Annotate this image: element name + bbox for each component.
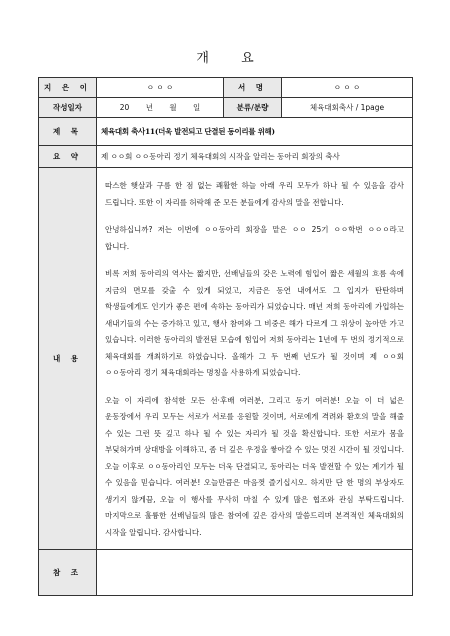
outline-table: [38, 77, 413, 596]
content-row: [39, 168, 413, 550]
subject-row: [39, 118, 413, 146]
content-paragraph: 따스한 햇살과 구름 한 점 없는 쾌활한 하늘 아래 우리 모두가 하나 될 수 있음을 감사 드립니다. 또한 이 자리를 허락해 준 모든 분들에게 감사의 말을 전합니다.: [105, 181, 404, 207]
content-label: 내 용: [39, 168, 97, 550]
subject-value: 체육대회 축사11(더욱 발전되고 단결된 동이리를 위해): [97, 118, 413, 146]
reference-value: [97, 550, 413, 596]
date-value: 20 년 월 일: [97, 98, 224, 118]
document-title: 개 요: [196, 51, 268, 66]
category-label: 분류/분량: [224, 98, 282, 118]
summary-label: 요 약: [39, 146, 97, 168]
content-paragraph: 오늘 이 자리에 참석한 모든 선·후배 여러분, 그리고 동기 여러분! 오늘 이 더 넓은 운동장에서 우리 모두는 서로가 서로를 응원할 것이며, 서로에게 격려와 환호의 말을 해줄 수 있는 그런 뜻 깊고 하나 될 수 있는 자리가 될 것을 확신합니다. 또한 서로가 몸을 부딪혀가며 상대방을 이해하고, 좀 더 깊은 우정을 쌓아갈 수 있는 멋진 시간이 될 것입니다. 오늘 이후로 ㅇㅇ동아리인 모두는 더욱 단결되고, 동아리는 더욱 발전할 수 있는 계기가 될 수 있음을 믿습니다. 여러분! 오늘만큼은 마음껏 즐기십시오. 하지만 단 한 명의 부상자도 생기지 않게끔, 오늘 이 행사를 무사히 마칠 수 있게 많은 협조와 관심 부탁드립니다. 마지막으로 훌륭한 선배님들의 많은 참여에 깊은 감사의 말씀드리며 본격적인 체육대회의 시작을 알립니다. 감사합니다.: [105, 395, 404, 537]
author-label: 지 은 이: [39, 78, 97, 98]
author-value: ㅇ ㅇ ㅇ: [97, 78, 224, 98]
subject-label: 제 목: [39, 118, 97, 146]
date-row: [39, 98, 413, 118]
date-label: 작성일자: [39, 98, 97, 118]
reference-row: [39, 550, 413, 596]
category-value: 체육대회축사 / 1page: [282, 98, 413, 118]
summary-value: 제 ㅇㅇ회 ㅇㅇ동아리 정기 체육대회의 시작을 알리는 동아리 회장의 축사: [97, 146, 413, 168]
signature-label: 서 명: [224, 78, 282, 98]
reference-label: 참 조: [39, 550, 97, 596]
author-row: [39, 78, 413, 98]
content-body: [97, 168, 413, 550]
content-paragraph: 안녕하십니까? 저는 이번에 ㅇㅇ동아리 회장을 맡은 ㅇㅇ 25기 ㅇㅇ학번 ㅇㅇㅇ라고 합니다.: [105, 225, 404, 251]
content-paragraph: 비록 저희 동아리의 역사는 짧지만, 선배님들의 갖은 노력에 힘입어 짧은 세월의 흐름 속에 지금의 면모를 갖출 수 있게 되었고, 지금은 동연 내에서도 그 입지가 탄탄하며 학생들에게도 인기가 좋은 편에 속하는 동아리가 되었습니다. 매년 저희 동아리에 가입하는 새내기들의 수는 증가하고 있고, 행사 참여와 그 비중은 해가 다르게 그 위상이 높아만 가고 있습니다. 이러한 동아리의 발전된 모습에 힘입어 저희 동아리는 1년에 두 번의 정기적으로 체육대회를 개최하기로 하였습니다. 올해가 그 두 번째 년도가 될 것이며 제 ㅇㅇ회 ㅇㅇ동아리 정기 체육대회라는 명칭을 사용하게 되었습니다.: [105, 269, 404, 377]
summary-row: [39, 146, 413, 168]
signature-value: ㅇ ㅇ ㅇ: [282, 78, 413, 98]
